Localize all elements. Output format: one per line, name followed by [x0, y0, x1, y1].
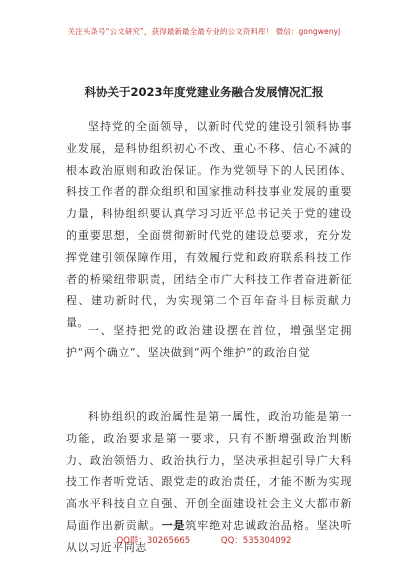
- footer-qq-group: QQ群：30265665: [116, 536, 191, 546]
- paragraph-2-text: 科协组织的政治属性是第一属性，政治功能是第一功能，政治要求是第一要求，只有不断增强政治判断力、政治领悟力、政治执行力，坚决承担起引导广大科技工作者听党话、跟党走的政治责任，才能不断为实现高水平科技自立自强、开创全面建设社会主义大都市新局面作出新贡献。: [66, 410, 352, 532]
- emphasis-lead: 一是: [161, 518, 186, 532]
- header-promo-note: 关注头条号“公文研究”，获得最新最全最专业的公文资料库！ 微信：gongwenyj: [67, 27, 341, 36]
- footer-qq-number: QQ：535304092: [220, 536, 292, 546]
- paragraph-2-tail: 筑牢绝对忠诚政治品格。坚决听从以习近平同志: [66, 518, 353, 554]
- section-heading-1: 一、坚持把党的政治建设摆在首位，增强坚定拥护“两个确立”、坚决做到“两个维护”的政治自觉: [66, 324, 352, 359]
- document-title: 科协关于2023年度党建业务融合发展情况汇报: [84, 85, 324, 99]
- body-paragraph-1: 坚持党的全面领导，以新时代党的建设引领科协事业发展，是科协组织初心不改、重心不移、信心不减的根本政治原则和政治保证。作为党领导下的人民团体、科技工作者的群众组织和国家推动科技事业发展的重要力量，科协组织要认真学习习近平总书记关于党的建设的重要思想，全面贯彻新时代党的建设总要求，充分发挥党建引领保障作用，有效履行党和政府联系科技工作者的桥梁纽带职责，团结全市广大科技工作者奋进新征程、建功新时代，为实现第二个百年奋斗目标贡献力量。: [66, 120, 352, 330]
- footer-contact: [0, 534, 408, 546]
